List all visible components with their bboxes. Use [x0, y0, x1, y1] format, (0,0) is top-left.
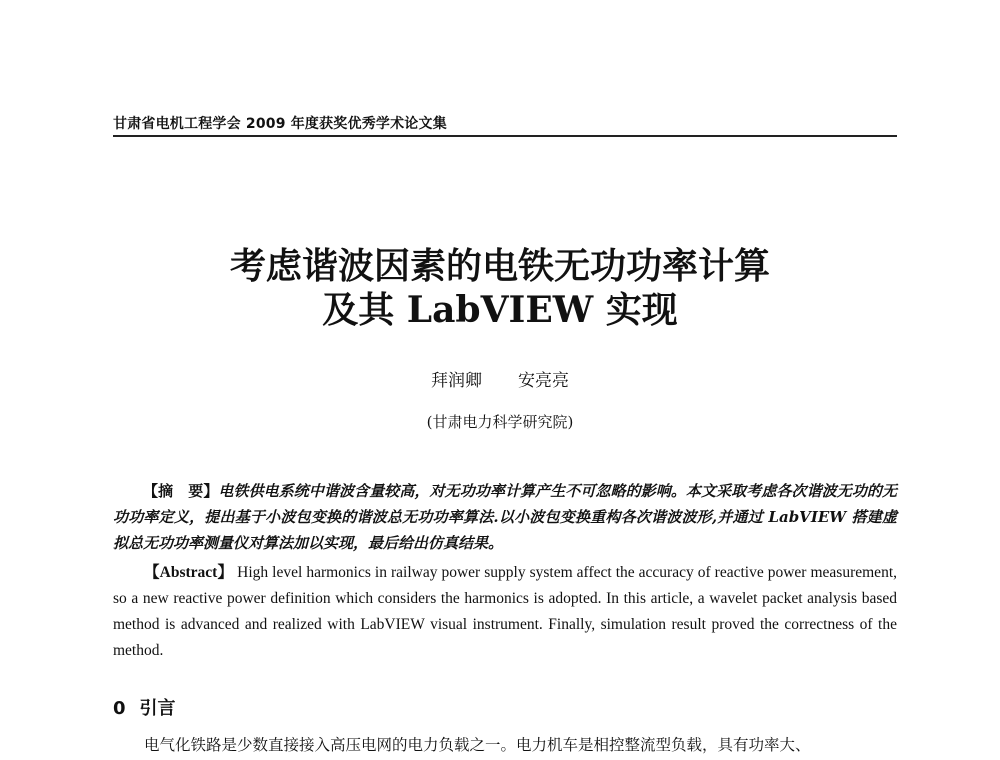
running-header: 甘肃省电机工程学会 2009 年度获奖优秀学术论文集 [113, 116, 447, 132]
section-heading [113, 694, 176, 720]
paper-title-line-1: 考虑谐波因素的电铁无功功率计算 [229, 245, 770, 287]
section-number: 0 [113, 698, 126, 719]
abstract-english [113, 560, 897, 664]
author-1: 拜润卿 [431, 371, 482, 391]
abstract-chinese-text: 电铁供电系统中谐波含量较高，对无功功率计算产生不可忽略的影响。本文采取考虑各次谐波无功的无功功率定义，提出基于小波包变换的谐波总无功功率算法.以小波包变换重构各次谐波波形,并通过 LabVIEW 搭建虚拟总无功功率测量仪对算法加以实现，最后给出仿真结果。 [113, 482, 897, 552]
section-title: 引言 [139, 698, 176, 719]
body-paragraph: 电气化铁路是少数直接接入高压电网的电力负载之一。电力机车是相控整流型负载，具有功率大、 [144, 736, 811, 754]
header-rule [113, 135, 897, 137]
author-2: 安亮亮 [518, 371, 569, 391]
abstract-chinese [113, 478, 897, 556]
author-list [0, 366, 1000, 391]
paper-title-line-2: 及其 LabVIEW 实现 [322, 289, 678, 331]
abstract-english-text: High level harmonics in railway power supply system affect the accuracy of reactive power measurement, so a new reactive power definition which considers the harmonics is adopted. In this article, a wavelet packet analysis based method is advanced and realized with LabVIEW visual instrument. Finally, simulation result proved the correctness of the method. [113, 564, 897, 659]
affiliation: (甘肃电力科学研究院) [426, 413, 574, 431]
abstract-chinese-label: 【摘 要】 [143, 482, 219, 500]
abstract-english-label: 【Abstract】 [144, 564, 234, 581]
